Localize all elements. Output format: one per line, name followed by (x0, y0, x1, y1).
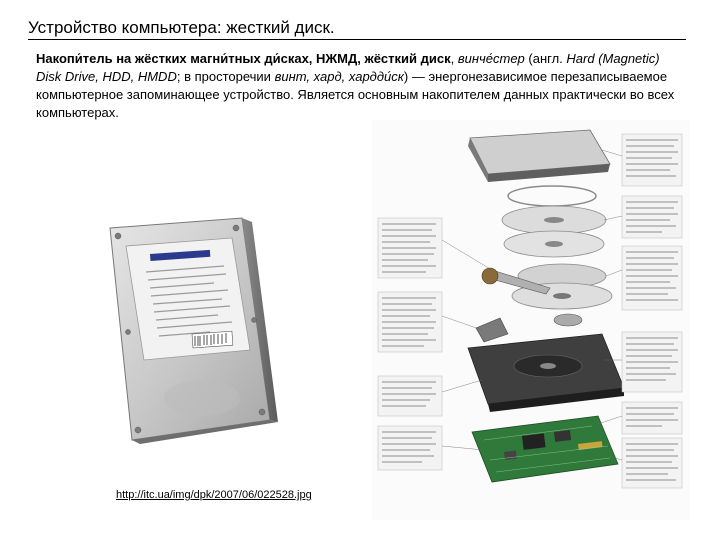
circuit-board-part (472, 416, 618, 482)
term-bold: Накопи́тель на жёстких магни́тных ди́сках, НЖМД, жёсткий диск (36, 51, 451, 66)
colloquial-terms: винт, хард, хардди́ск (274, 69, 404, 84)
open-paren: (англ. (524, 51, 567, 66)
image-source-link[interactable]: http://itc.ua/img/dpk/2007/06/022528.jpg (116, 489, 312, 501)
base-plate-part (468, 334, 624, 412)
platters-part (502, 206, 612, 309)
slide-title: Устройство компьютера: жесткий диск. (28, 18, 335, 37)
top-cover-part (468, 130, 610, 182)
title-underline (28, 39, 686, 40)
definition-paragraph (36, 50, 686, 122)
hard-drive-exploded-diagram (372, 120, 690, 520)
colloquial-prefix: ; в просторечии (176, 69, 275, 84)
hard-drive-photo (92, 208, 282, 446)
definition-rest: ) — энергонезависимое перезаписываемое компьютерное запоминающее устройство. Является основным накопителем данных практически во всех компьютерах. (36, 69, 675, 120)
english-term: Hard (Magnetic) Disk Drive, HDD, HMDD (36, 51, 660, 84)
separator: , (450, 51, 458, 66)
term-slang: винче́стер (457, 51, 525, 66)
